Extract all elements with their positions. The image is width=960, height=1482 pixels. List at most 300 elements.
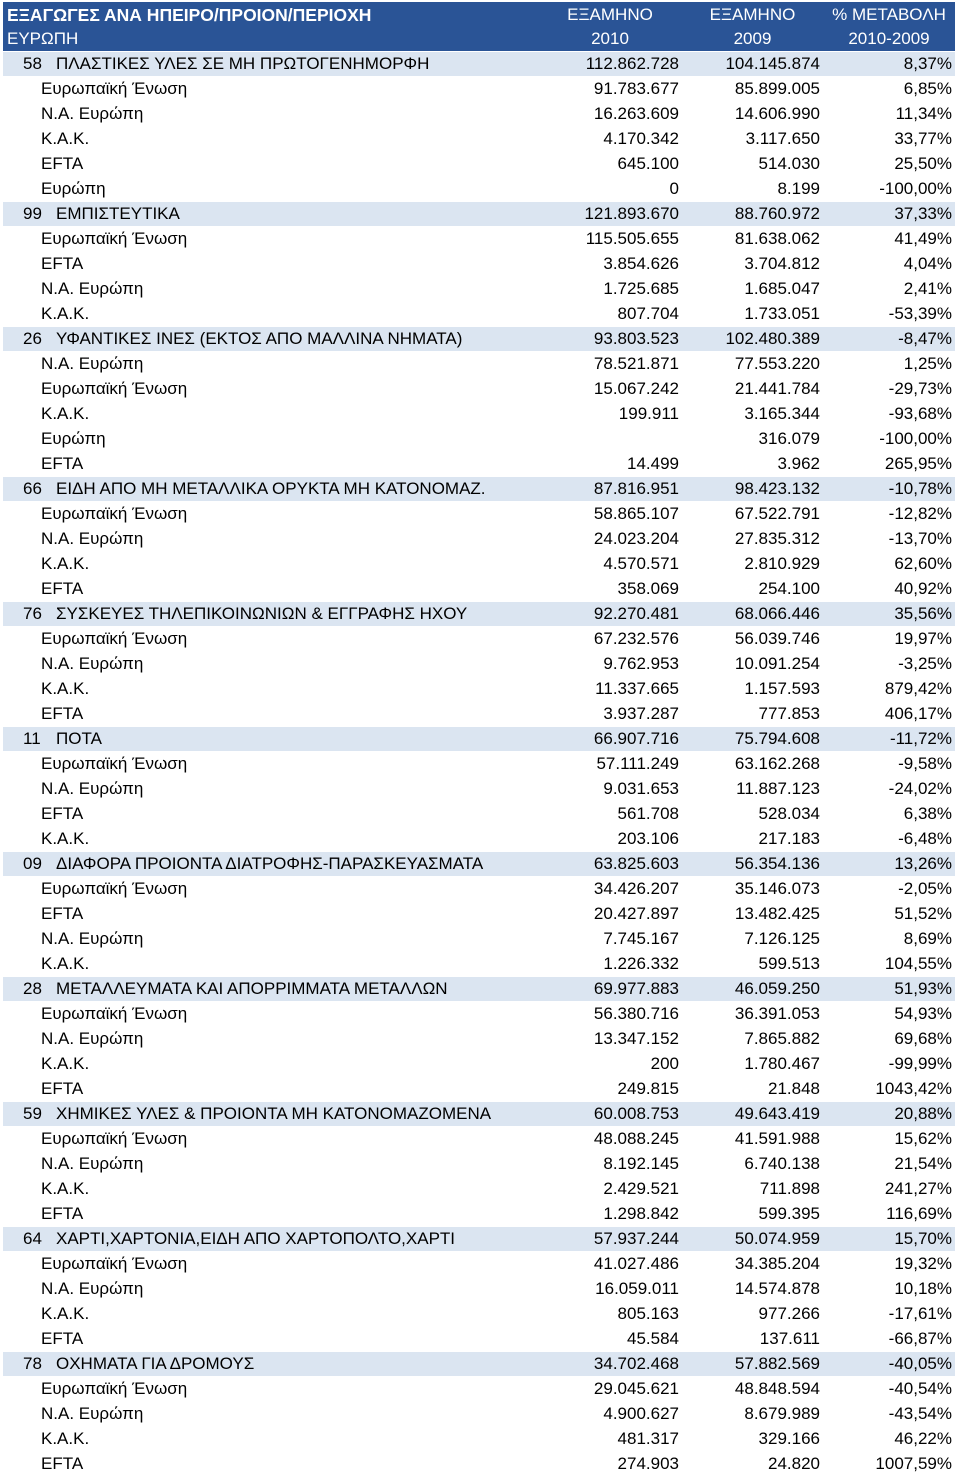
category-name-cell (3, 977, 538, 1002)
category-name: ΕΙΔΗ ΑΠΟ ΜΗ ΜΕΤΑΛΛΙΚΑ ΟΡΥΚΤΑ ΜΗ ΚΑΤΟΝΟΜΑΖ. (56, 479, 486, 498)
region-name: Κ.Α.Κ. (3, 827, 538, 852)
region-name: Ευρωπαϊκή Ένωση (3, 627, 538, 652)
region-row (3, 527, 955, 552)
value-2009: 34.385.204 (682, 1252, 823, 1277)
region-row (3, 577, 955, 602)
change-pct: -11,72% (823, 727, 955, 752)
region-row (3, 902, 955, 927)
col-2010-label: ΕΞΑΜΗΝΟ (538, 2, 682, 27)
region-row (3, 177, 955, 202)
region-name: Ν.Α. Ευρώπη (3, 652, 538, 677)
region-row (3, 1077, 955, 1102)
region-row (3, 252, 955, 277)
value-2010: 358.069 (538, 577, 682, 602)
value-2009: 46.059.250 (682, 977, 823, 1002)
change-pct: 104,55% (823, 952, 955, 977)
change-pct: 10,18% (823, 1277, 955, 1302)
value-2009: 528.034 (682, 802, 823, 827)
value-2009: 57.882.569 (682, 1352, 823, 1377)
value-2009: 3.165.344 (682, 402, 823, 427)
category-row (3, 1102, 955, 1127)
value-2010: 1.298.842 (538, 1202, 682, 1227)
value-2009: 329.166 (682, 1427, 823, 1452)
region-row (3, 677, 955, 702)
category-name-cell (3, 202, 538, 227)
value-2010: 807.704 (538, 302, 682, 327)
region-row (3, 77, 955, 102)
change-pct: 1007,59% (823, 1452, 955, 1477)
region-row (3, 302, 955, 327)
value-2010: 121.893.670 (538, 202, 682, 227)
region-name: Κ.Α.Κ. (3, 952, 538, 977)
change-pct: 11,34% (823, 102, 955, 127)
value-2009: 41.591.988 (682, 1127, 823, 1152)
region-name: Κ.Α.Κ. (3, 677, 538, 702)
region-row (3, 802, 955, 827)
value-2010: 13.347.152 (538, 1027, 682, 1052)
change-pct: 37,33% (823, 202, 955, 227)
region-row (3, 502, 955, 527)
region-row (3, 352, 955, 377)
value-2010: 58.865.107 (538, 502, 682, 527)
change-pct: 35,56% (823, 602, 955, 627)
value-2010: 9.031.653 (538, 777, 682, 802)
change-pct: 15,62% (823, 1127, 955, 1152)
value-2010: 24.023.204 (538, 527, 682, 552)
value-2009: 104.145.874 (682, 52, 823, 77)
category-row (3, 727, 955, 752)
change-pct: 265,95% (823, 452, 955, 477)
region-name: Ν.Α. Ευρώπη (3, 1152, 538, 1177)
value-2010: 67.232.576 (538, 627, 682, 652)
table-header (3, 2, 955, 52)
value-2010: 45.584 (538, 1327, 682, 1352)
value-2010: 274.903 (538, 1452, 682, 1477)
change-pct: -93,68% (823, 402, 955, 427)
region-row (3, 127, 955, 152)
value-2010: 0 (538, 177, 682, 202)
category-row (3, 602, 955, 627)
value-2010: 57.937.244 (538, 1227, 682, 1252)
region-name: Κ.Α.Κ. (3, 402, 538, 427)
region-row (3, 1302, 955, 1327)
region-row (3, 827, 955, 852)
value-2009: 14.606.990 (682, 102, 823, 127)
value-2009: 85.899.005 (682, 77, 823, 102)
value-2009: 7.865.882 (682, 1027, 823, 1052)
value-2009: 35.146.073 (682, 877, 823, 902)
value-2010: 16.263.609 (538, 102, 682, 127)
category-code: 99 (23, 204, 42, 223)
change-pct: -24,02% (823, 777, 955, 802)
category-name-cell (3, 602, 538, 627)
category-name-cell (3, 477, 538, 502)
value-2010: 1.226.332 (538, 952, 682, 977)
value-2010: 78.521.871 (538, 352, 682, 377)
value-2010: 1.725.685 (538, 277, 682, 302)
value-2009: 98.423.132 (682, 477, 823, 502)
value-2010: 805.163 (538, 1302, 682, 1327)
region-name: Ευρώπη (3, 177, 538, 202)
value-2009: 8.199 (682, 177, 823, 202)
change-pct: 241,27% (823, 1177, 955, 1202)
value-2010: 4.170.342 (538, 127, 682, 152)
region-name: Ευρωπαϊκή Ένωση (3, 1127, 538, 1152)
region-name: Ευρωπαϊκή Ένωση (3, 502, 538, 527)
value-2010: 645.100 (538, 152, 682, 177)
region-row (3, 377, 955, 402)
category-code: 64 (23, 1229, 42, 1248)
category-name: ΠΛΑΣΤΙΚΕΣ ΥΛΕΣ ΣΕ ΜΗ ΠΡΩΤΟΓΕΝΗΜΟΡΦΗ (56, 54, 430, 73)
change-pct: -3,25% (823, 652, 955, 677)
value-2009: 1.780.467 (682, 1052, 823, 1077)
category-name: ΜΕΤΑΛΛΕΥΜΑΤΑ ΚΑΙ ΑΠΟΡΡΙΜΜΑΤΑ ΜΕΤΑΛΛΩΝ (56, 979, 448, 998)
region-row (3, 1002, 955, 1027)
region-row (3, 1377, 955, 1402)
value-2009: 24.820 (682, 1452, 823, 1477)
value-2009: 599.513 (682, 952, 823, 977)
change-pct: 879,42% (823, 677, 955, 702)
region-name: Κ.Α.Κ. (3, 302, 538, 327)
value-2009: 13.482.425 (682, 902, 823, 927)
category-name: ΣΥΣΚΕΥΕΣ ΤΗΛΕΠΙΚΟΙΝΩΝΙΩΝ & ΕΓΓΡΑΦΗΣ ΗΧΟΥ (56, 604, 468, 623)
value-2009: 2.810.929 (682, 552, 823, 577)
region-row (3, 1327, 955, 1352)
value-2009: 77.553.220 (682, 352, 823, 377)
value-2010: 16.059.011 (538, 1277, 682, 1302)
region-row (3, 1452, 955, 1477)
value-2009: 217.183 (682, 827, 823, 852)
change-pct: 33,77% (823, 127, 955, 152)
category-name-cell (3, 1352, 538, 1377)
change-pct: 8,37% (823, 52, 955, 77)
value-2010: 29.045.621 (538, 1377, 682, 1402)
value-2010: 56.380.716 (538, 1002, 682, 1027)
region-row (3, 277, 955, 302)
change-pct: 21,54% (823, 1152, 955, 1177)
region-row (3, 1027, 955, 1052)
region-row (3, 927, 955, 952)
region-name: Ευρωπαϊκή Ένωση (3, 752, 538, 777)
change-pct: 20,88% (823, 1102, 955, 1127)
region-name: EFTA (3, 902, 538, 927)
category-row (3, 852, 955, 877)
value-2009: 1.685.047 (682, 277, 823, 302)
region-name: Ευρωπαϊκή Ένωση (3, 1002, 538, 1027)
value-2010: 4.900.627 (538, 1402, 682, 1427)
value-2009: 599.395 (682, 1202, 823, 1227)
value-2010: 7.745.167 (538, 927, 682, 952)
region-name: Κ.Α.Κ. (3, 1177, 538, 1202)
region-row (3, 1277, 955, 1302)
category-code: 58 (23, 54, 42, 73)
change-pct: -29,73% (823, 377, 955, 402)
change-pct: 46,22% (823, 1427, 955, 1452)
value-2009: 1.733.051 (682, 302, 823, 327)
change-pct: 1043,42% (823, 1077, 955, 1102)
region-name: Ν.Α. Ευρώπη (3, 277, 538, 302)
change-pct: -100,00% (823, 427, 955, 452)
region-row (3, 452, 955, 477)
change-pct: -10,78% (823, 477, 955, 502)
region-row (3, 1427, 955, 1452)
category-name-cell (3, 1227, 538, 1252)
value-2010: 200 (538, 1052, 682, 1077)
change-pct: 19,32% (823, 1252, 955, 1277)
category-name: ΧΑΡΤΙ,ΧΑΡΤΟΝΙΑ,ΕΙΔΗ ΑΠΟ ΧΑΡΤΟΠΟΛΤΟ,ΧΑΡΤΙ (56, 1229, 456, 1248)
value-2009: 10.091.254 (682, 652, 823, 677)
value-2009: 514.030 (682, 152, 823, 177)
value-2010: 3.854.626 (538, 252, 682, 277)
region-name: EFTA (3, 1202, 538, 1227)
change-pct: -12,82% (823, 502, 955, 527)
category-row (3, 1352, 955, 1377)
value-2009: 3.962 (682, 452, 823, 477)
change-pct: 1,25% (823, 352, 955, 377)
category-name-cell (3, 852, 538, 877)
region-name: Κ.Α.Κ. (3, 127, 538, 152)
value-2010: 91.783.677 (538, 77, 682, 102)
region-row (3, 1402, 955, 1427)
value-2010: 8.192.145 (538, 1152, 682, 1177)
region-row (3, 752, 955, 777)
region-name: EFTA (3, 702, 538, 727)
value-2009: 254.100 (682, 577, 823, 602)
value-2009: 81.638.062 (682, 227, 823, 252)
value-2009: 88.760.972 (682, 202, 823, 227)
change-pct: 54,93% (823, 1002, 955, 1027)
category-name: ΥΦΑΝΤΙΚΕΣ ΙΝΕΣ (ΕΚΤΟΣ ΑΠΟ ΜΑΛΛΙΝΑ ΝΗΜΑΤΑ) (56, 329, 463, 348)
region-name: Ν.Α. Ευρώπη (3, 527, 538, 552)
region-row (3, 1052, 955, 1077)
change-pct: 62,60% (823, 552, 955, 577)
region-name: EFTA (3, 452, 538, 477)
category-row (3, 327, 955, 352)
region-row (3, 552, 955, 577)
value-2010: 66.907.716 (538, 727, 682, 752)
value-2010: 203.106 (538, 827, 682, 852)
value-2010: 63.825.603 (538, 852, 682, 877)
value-2009: 11.887.123 (682, 777, 823, 802)
category-row (3, 977, 955, 1002)
region-row (3, 627, 955, 652)
category-code: 59 (23, 1104, 42, 1123)
value-2009: 27.835.312 (682, 527, 823, 552)
category-name: ΧΗΜΙΚΕΣ ΥΛΕΣ & ΠΡΟΙΟΝΤΑ ΜΗ ΚΑΤΟΝΟΜΑΖΟΜΕΝΑ (56, 1104, 492, 1123)
table-title: ΕΞΑΓΩΓΕΣ ΑΝΑ ΗΠΕΙΡΟ/ΠΡΟΙΟΝ/ΠΕΡΙΟΧΗ (3, 2, 538, 27)
value-2010: 92.270.481 (538, 602, 682, 627)
category-row (3, 202, 955, 227)
region-row (3, 1202, 955, 1227)
value-2009: 50.074.959 (682, 1227, 823, 1252)
value-2010: 199.911 (538, 402, 682, 427)
region-row (3, 1152, 955, 1177)
category-code: 78 (23, 1354, 42, 1373)
region-row (3, 877, 955, 902)
value-2010: 93.803.523 (538, 327, 682, 352)
value-2010: 112.862.728 (538, 52, 682, 77)
change-pct: -9,58% (823, 752, 955, 777)
exports-table (3, 2, 955, 1477)
region-row (3, 427, 955, 452)
region-row (3, 1252, 955, 1277)
region-name: Ευρωπαϊκή Ένωση (3, 377, 538, 402)
change-pct: 51,93% (823, 977, 955, 1002)
region-name: EFTA (3, 152, 538, 177)
category-code: 28 (23, 979, 42, 998)
category-name: ΟΧΗΜΑΤΑ ΓΙΑ ΔΡΟΜΟΥΣ (56, 1354, 255, 1373)
region-name: Κ.Α.Κ. (3, 1052, 538, 1077)
region-name: Ευρωπαϊκή Ένωση (3, 1377, 538, 1402)
change-pct: -13,70% (823, 527, 955, 552)
region-row (3, 102, 955, 127)
change-pct: 6,85% (823, 77, 955, 102)
change-pct: 69,68% (823, 1027, 955, 1052)
change-pct: 2,41% (823, 277, 955, 302)
value-2009: 316.079 (682, 427, 823, 452)
value-2010: 3.937.287 (538, 702, 682, 727)
value-2010: 561.708 (538, 802, 682, 827)
region-row (3, 402, 955, 427)
value-2009: 1.157.593 (682, 677, 823, 702)
value-2009: 21.848 (682, 1077, 823, 1102)
region-row (3, 1127, 955, 1152)
change-pct: -100,00% (823, 177, 955, 202)
value-2009: 8.679.989 (682, 1402, 823, 1427)
region-name: Ν.Α. Ευρώπη (3, 927, 538, 952)
region-name: Ν.Α. Ευρώπη (3, 777, 538, 802)
value-2010: 34.702.468 (538, 1352, 682, 1377)
change-pct: 4,04% (823, 252, 955, 277)
region-name: Ν.Α. Ευρώπη (3, 102, 538, 127)
category-row (3, 1227, 955, 1252)
col-change-label: % ΜΕΤΑΒΟΛΗ (823, 2, 955, 27)
change-pct: 13,26% (823, 852, 955, 877)
region-name: Ευρωπαϊκή Ένωση (3, 227, 538, 252)
region-name: EFTA (3, 1452, 538, 1477)
category-code: 76 (23, 604, 42, 623)
change-pct: -53,39% (823, 302, 955, 327)
category-code: 11 (23, 729, 41, 748)
value-2009: 49.643.419 (682, 1102, 823, 1127)
category-name-cell (3, 52, 538, 77)
region-row (3, 952, 955, 977)
change-pct: 116,69% (823, 1202, 955, 1227)
value-2009: 68.066.446 (682, 602, 823, 627)
region-name: Ν.Α. Ευρώπη (3, 1277, 538, 1302)
category-code: 66 (23, 479, 42, 498)
change-pct: 25,50% (823, 152, 955, 177)
value-2009: 14.574.878 (682, 1277, 823, 1302)
region-row (3, 777, 955, 802)
region-name: EFTA (3, 802, 538, 827)
category-row (3, 477, 955, 502)
region-row (3, 702, 955, 727)
value-2009: 7.126.125 (682, 927, 823, 952)
change-pct: -99,99% (823, 1052, 955, 1077)
value-2009: 711.898 (682, 1177, 823, 1202)
change-pct: 8,69% (823, 927, 955, 952)
value-2010: 11.337.665 (538, 677, 682, 702)
value-2009: 3.117.650 (682, 127, 823, 152)
region-name: Ευρωπαϊκή Ένωση (3, 1252, 538, 1277)
region-row (3, 227, 955, 252)
region-name: Κ.Α.Κ. (3, 1427, 538, 1452)
category-name: ΔΙΑΦΟΡΑ ΠΡΟΙΟΝΤΑ ΔΙΑΤΡΟΦΗΣ-ΠΑΡΑΣΚΕΥΑΣΜΑΤΑ (56, 854, 484, 873)
region-name: Ν.Α. Ευρώπη (3, 1402, 538, 1427)
change-pct: -17,61% (823, 1302, 955, 1327)
value-2010: 20.427.897 (538, 902, 682, 927)
category-name: ΠΟΤΑ (56, 729, 102, 748)
category-code: 26 (23, 329, 42, 348)
region-name: Ευρωπαϊκή Ένωση (3, 877, 538, 902)
value-2010: 34.426.207 (538, 877, 682, 902)
value-2009: 56.039.746 (682, 627, 823, 652)
value-2010: 9.762.953 (538, 652, 682, 677)
value-2010: 15.067.242 (538, 377, 682, 402)
value-2010: 2.429.521 (538, 1177, 682, 1202)
value-2010: 41.027.486 (538, 1252, 682, 1277)
value-2009: 56.354.136 (682, 852, 823, 877)
value-2009: 67.522.791 (682, 502, 823, 527)
value-2010: 87.816.951 (538, 477, 682, 502)
region-row (3, 152, 955, 177)
col-change-period: 2010-2009 (823, 27, 955, 52)
exports-table-container (3, 2, 955, 1477)
value-2010: 48.088.245 (538, 1127, 682, 1152)
change-pct: 6,38% (823, 802, 955, 827)
region-name: EFTA (3, 1327, 538, 1352)
value-2009: 3.704.812 (682, 252, 823, 277)
category-name: ΕΜΠΙΣΤΕΥΤΙΚΑ (56, 204, 180, 223)
change-pct: 51,52% (823, 902, 955, 927)
value-2010: 60.008.753 (538, 1102, 682, 1127)
value-2009: 137.611 (682, 1327, 823, 1352)
category-name-cell (3, 327, 538, 352)
region-name: Ν.Α. Ευρώπη (3, 352, 538, 377)
change-pct: -43,54% (823, 1402, 955, 1427)
region-name: EFTA (3, 577, 538, 602)
value-2009: 36.391.053 (682, 1002, 823, 1027)
value-2010: 115.505.655 (538, 227, 682, 252)
region-name: EFTA (3, 1077, 538, 1102)
region-name: Κ.Α.Κ. (3, 552, 538, 577)
change-pct: -66,87% (823, 1327, 955, 1352)
region-name: Κ.Α.Κ. (3, 1302, 538, 1327)
value-2009: 6.740.138 (682, 1152, 823, 1177)
value-2010 (538, 427, 682, 452)
region-name: Ν.Α. Ευρώπη (3, 1027, 538, 1052)
region-row (3, 652, 955, 677)
region-label: ΕΥΡΩΠΗ (3, 27, 538, 52)
change-pct: 40,92% (823, 577, 955, 602)
value-2009: 75.794.608 (682, 727, 823, 752)
change-pct: -8,47% (823, 327, 955, 352)
change-pct: -40,05% (823, 1352, 955, 1377)
value-2010: 57.111.249 (538, 752, 682, 777)
value-2009: 777.853 (682, 702, 823, 727)
category-row (3, 52, 955, 77)
change-pct: -6,48% (823, 827, 955, 852)
region-name: Ευρώπη (3, 427, 538, 452)
value-2009: 102.480.389 (682, 327, 823, 352)
value-2010: 4.570.571 (538, 552, 682, 577)
table-body (3, 52, 955, 1477)
change-pct: 41,49% (823, 227, 955, 252)
value-2009: 48.848.594 (682, 1377, 823, 1402)
change-pct: 19,97% (823, 627, 955, 652)
col-2009-label: ΕΞΑΜΗΝΟ (682, 2, 823, 27)
